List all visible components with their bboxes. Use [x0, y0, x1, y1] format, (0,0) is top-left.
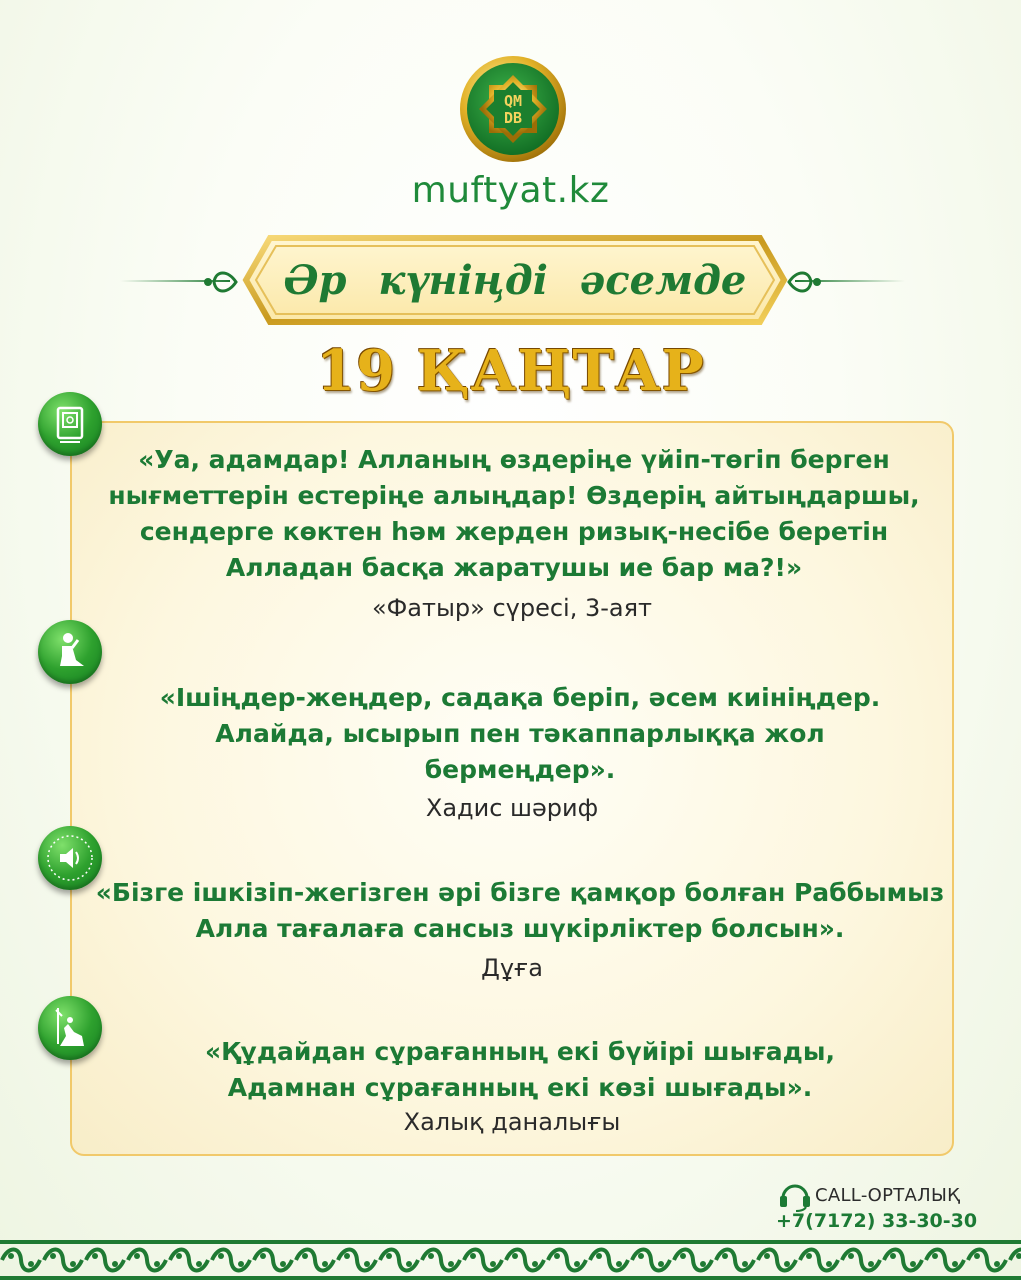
quote-3: «Бізге ішкізіп-жегізген әрі бізге қамқор болған Раббымыз Алла тағалаға сансыз шүкірліктер болсын». — [95, 878, 945, 943]
quote-2: «Ішіңдер-жеңдер, садақа беріп, әсем киініңдер. Алайда, ысырып пен тәкаппарлыққа жол бермеңдер». — [159, 683, 881, 784]
svg-text:DB: DB — [503, 109, 523, 127]
horseman-monument-icon — [38, 996, 102, 1060]
logo — [459, 55, 567, 163]
banner-title: Әр күніңді әсемде — [283, 256, 747, 304]
headset-icon — [778, 1180, 812, 1212]
call-center-label: CALL-ОРТАЛЫҚ — [815, 1185, 961, 1206]
svg-text:QM: QM — [503, 92, 523, 110]
source-4: Халық даналығы — [403, 1108, 621, 1136]
praying-person-icon — [38, 620, 102, 684]
ornament-right-icon — [785, 262, 825, 302]
quote-4: «Құдайдан сұрағанның екі бүйірі шығады, Адамнан сұрағанның екі көзі шығады». — [205, 1037, 835, 1102]
date-title: 19 ҚАҢТАР — [316, 338, 705, 404]
site-name: muftyat.kz — [411, 170, 610, 211]
source-3: Дұға — [481, 954, 543, 982]
call-center-phone[interactable]: +7(7172) 33-30-30 — [776, 1210, 978, 1232]
ornament-left-icon — [200, 262, 240, 302]
source-2: Хадис шәриф — [425, 794, 599, 822]
quote-1: «Уа, адамдар! Алланың өздеріңе үйіп-төгіп берген нығметтерін естеріңе алыңдар! Өздерің айтыңдаршы, сендерге көктен һәм жерден ризық-несібе беретін Алладан басқа жаратушы ие бар ма?!» — [108, 445, 920, 582]
source-1: «Фатыр» сүресі, 3-аят — [371, 594, 653, 622]
ornament-border — [0, 1240, 1021, 1280]
